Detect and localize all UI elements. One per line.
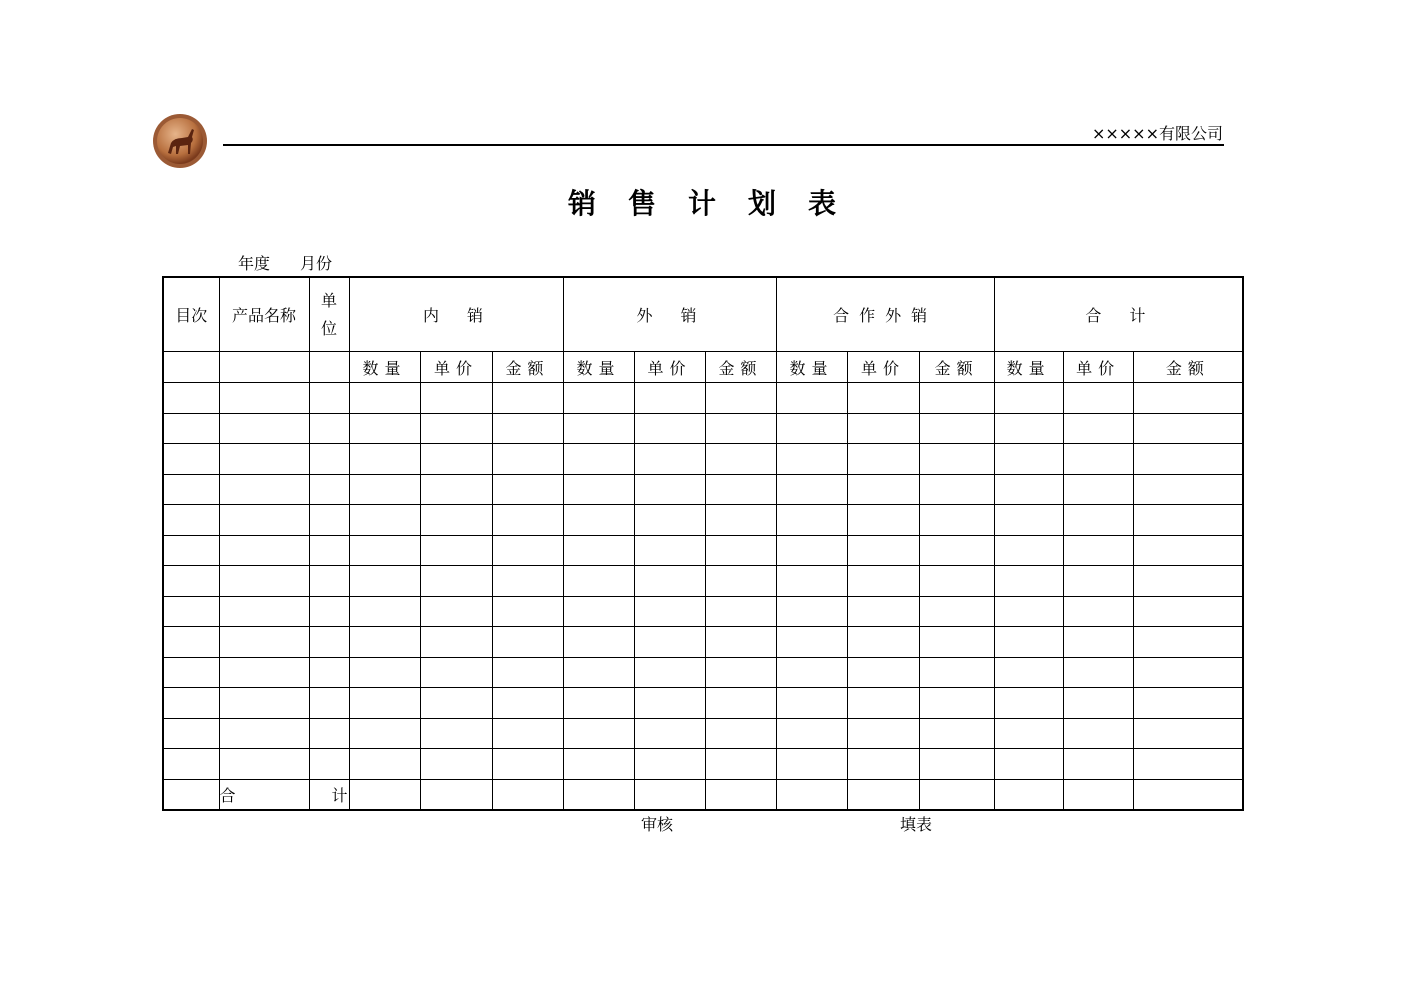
table-cell[interactable] [219, 688, 309, 719]
table-cell[interactable] [420, 779, 492, 810]
table-cell[interactable] [1133, 474, 1243, 505]
table-cell[interactable] [349, 535, 420, 566]
table-cell[interactable] [163, 505, 219, 536]
table-cell[interactable] [492, 627, 563, 658]
table-cell[interactable] [492, 566, 563, 597]
table-cell[interactable] [705, 749, 776, 780]
table-cell[interactable] [634, 505, 705, 536]
sub-header-quantity: 数量 [563, 352, 634, 383]
table-row [163, 657, 1243, 688]
page-title: 销售计划表 [567, 187, 868, 220]
table-cell[interactable] [919, 413, 994, 444]
table-cell[interactable] [1133, 596, 1243, 627]
col-header-product: 产品名称 [219, 277, 309, 352]
table-cell[interactable] [163, 657, 219, 688]
sub-header-price: 单价 [420, 352, 492, 383]
table-cell[interactable] [1133, 383, 1243, 414]
table-cell[interactable] [163, 474, 219, 505]
table-cell[interactable] [563, 657, 634, 688]
table-cell[interactable] [1063, 596, 1133, 627]
table-cell[interactable] [919, 749, 994, 780]
table-cell[interactable] [847, 688, 919, 719]
table-cell[interactable] [1133, 718, 1243, 749]
table-cell[interactable] [163, 688, 219, 719]
table-row [163, 596, 1243, 627]
table-row [163, 749, 1243, 780]
table-cell[interactable] [349, 413, 420, 444]
table-cell[interactable] [776, 779, 847, 810]
table-cell[interactable] [492, 444, 563, 475]
table-cell[interactable] [847, 535, 919, 566]
table-cell[interactable] [563, 444, 634, 475]
table-cell[interactable] [847, 474, 919, 505]
table-cell[interactable] [705, 444, 776, 475]
header-row-2 [163, 352, 1243, 383]
table-cell[interactable] [563, 413, 634, 444]
table-cell[interactable] [919, 779, 994, 810]
table-cell[interactable] [219, 627, 309, 658]
table-cell[interactable] [847, 383, 919, 414]
table-row [163, 718, 1243, 749]
table-cell[interactable] [847, 657, 919, 688]
table-cell[interactable] [919, 566, 994, 597]
table-cell[interactable] [563, 779, 634, 810]
table-cell[interactable] [163, 413, 219, 444]
sub-header-quantity: 数量 [994, 352, 1063, 383]
table-row [163, 688, 1243, 719]
table-cell[interactable] [847, 596, 919, 627]
sub-header-price: 单价 [1063, 352, 1133, 383]
table-cell[interactable] [1063, 535, 1133, 566]
table-cell[interactable] [563, 718, 634, 749]
table-cell[interactable] [919, 657, 994, 688]
table-cell[interactable] [420, 383, 492, 414]
total-row [163, 779, 1243, 810]
table-cell[interactable] [349, 383, 420, 414]
table-cell[interactable] [634, 413, 705, 444]
table-cell[interactable] [919, 718, 994, 749]
table-cell[interactable] [219, 474, 309, 505]
table-cell[interactable] [219, 718, 309, 749]
table-cell[interactable] [163, 383, 219, 414]
table-cell[interactable] [776, 657, 847, 688]
table-cell[interactable] [563, 627, 634, 658]
sub-header-price: 单价 [847, 352, 919, 383]
table-cell[interactable] [705, 474, 776, 505]
table-cell[interactable] [776, 505, 847, 536]
table-cell[interactable] [163, 627, 219, 658]
table-cell[interactable] [1063, 749, 1133, 780]
table-cell[interactable] [776, 383, 847, 414]
table-cell[interactable] [1063, 688, 1133, 719]
table-cell[interactable] [309, 505, 349, 536]
table-cell[interactable] [994, 596, 1063, 627]
table-cell[interactable] [634, 444, 705, 475]
table-cell[interactable] [705, 535, 776, 566]
table-cell[interactable] [1133, 566, 1243, 597]
table-cell[interactable] [994, 688, 1063, 719]
table-cell[interactable] [776, 566, 847, 597]
table-cell[interactable] [847, 718, 919, 749]
table-cell[interactable] [919, 596, 994, 627]
table-cell[interactable] [1063, 383, 1133, 414]
table-cell[interactable] [634, 688, 705, 719]
table-cell[interactable] [309, 474, 349, 505]
table-cell[interactable] [776, 688, 847, 719]
table-cell[interactable] [1133, 627, 1243, 658]
table-cell[interactable] [163, 444, 219, 475]
table-cell[interactable] [219, 505, 309, 536]
table-cell[interactable] [776, 535, 847, 566]
company-name: ×××××有限公司 [1091, 124, 1223, 143]
table-cell[interactable] [847, 779, 919, 810]
table-cell[interactable] [492, 657, 563, 688]
table-cell[interactable] [563, 505, 634, 536]
table-row [163, 474, 1243, 505]
table-cell[interactable] [219, 535, 309, 566]
table-cell[interactable] [994, 627, 1063, 658]
year-label: 年度 [238, 254, 271, 273]
table-row [163, 444, 1243, 475]
table-cell[interactable] [634, 566, 705, 597]
table-cell[interactable] [492, 688, 563, 719]
empty-cell [219, 352, 309, 383]
sub-header-amount: 金额 [705, 352, 776, 383]
table-cell[interactable] [349, 566, 420, 597]
table-cell[interactable] [563, 383, 634, 414]
table-cell[interactable] [1133, 688, 1243, 719]
table-cell[interactable] [492, 535, 563, 566]
table-cell[interactable] [492, 413, 563, 444]
table-cell[interactable] [349, 596, 420, 627]
table-cell[interactable] [994, 413, 1063, 444]
table-cell[interactable] [163, 566, 219, 597]
table-cell[interactable] [847, 749, 919, 780]
table-cell[interactable] [847, 413, 919, 444]
sub-header-amount: 金额 [492, 352, 563, 383]
table-cell[interactable] [309, 596, 349, 627]
table-cell[interactable] [994, 383, 1063, 414]
table-cell[interactable] [1063, 566, 1133, 597]
table-cell[interactable] [994, 505, 1063, 536]
table-cell[interactable] [634, 657, 705, 688]
col-header-unit [309, 277, 349, 352]
table-cell[interactable] [219, 383, 309, 414]
table-cell[interactable] [776, 413, 847, 444]
table-row [163, 383, 1243, 414]
unit-line-2: 位 [320, 318, 337, 338]
table-cell[interactable] [634, 535, 705, 566]
sales-plan-table [162, 276, 1244, 811]
table-cell[interactable] [1133, 749, 1243, 780]
table-cell[interactable] [492, 505, 563, 536]
table-cell[interactable] [349, 627, 420, 658]
table-cell[interactable] [1133, 657, 1243, 688]
table-cell[interactable] [634, 718, 705, 749]
table-cell[interactable] [634, 627, 705, 658]
group-header-export: 外 销 [563, 277, 776, 352]
table-cell[interactable] [705, 657, 776, 688]
table-cell[interactable] [420, 505, 492, 536]
table-cell[interactable] [776, 444, 847, 475]
table-cell[interactable] [705, 383, 776, 414]
table-cell[interactable] [634, 596, 705, 627]
table-cell[interactable] [1063, 474, 1133, 505]
table-cell[interactable] [563, 749, 634, 780]
table-cell[interactable] [219, 749, 309, 780]
table-cell[interactable] [994, 566, 1063, 597]
table-cell[interactable] [420, 718, 492, 749]
table-cell[interactable] [847, 444, 919, 475]
table-cell[interactable] [563, 688, 634, 719]
fill-label: 填表 [900, 815, 933, 834]
table-cell[interactable] [705, 596, 776, 627]
table-cell[interactable] [349, 505, 420, 536]
table-cell[interactable] [349, 444, 420, 475]
table-cell[interactable] [563, 566, 634, 597]
table-cell[interactable] [705, 566, 776, 597]
table-cell[interactable] [309, 657, 349, 688]
table-row [163, 627, 1243, 658]
table-cell[interactable] [1133, 444, 1243, 475]
table-cell[interactable] [847, 627, 919, 658]
table-cell[interactable] [309, 688, 349, 719]
unit-line-1: 单 [320, 290, 337, 310]
table-cell[interactable] [492, 383, 563, 414]
table-cell[interactable] [420, 413, 492, 444]
table-cell[interactable] [994, 535, 1063, 566]
table-cell[interactable] [163, 535, 219, 566]
table-cell[interactable] [563, 474, 634, 505]
table-cell[interactable] [420, 535, 492, 566]
table-cell[interactable] [163, 779, 219, 810]
table-cell[interactable] [309, 749, 349, 780]
table-cell[interactable] [1133, 505, 1243, 536]
table-cell[interactable] [1063, 779, 1133, 810]
table-cell[interactable] [492, 596, 563, 627]
table-cell[interactable] [994, 718, 1063, 749]
table-cell[interactable] [1063, 718, 1133, 749]
table-cell[interactable] [219, 413, 309, 444]
header-rule [223, 144, 1224, 146]
sub-header-price: 单价 [634, 352, 705, 383]
group-header-domestic: 内 销 [349, 277, 563, 352]
table-cell[interactable] [492, 779, 563, 810]
table-cell[interactable] [309, 566, 349, 597]
sub-header-quantity: 数量 [349, 352, 420, 383]
col-header-index: 目次 [163, 277, 219, 352]
table-cell[interactable] [1063, 413, 1133, 444]
group-header-total: 合 计 [994, 277, 1243, 352]
table-cell[interactable] [705, 688, 776, 719]
table-cell[interactable] [776, 718, 847, 749]
table-cell[interactable] [492, 474, 563, 505]
audit-label: 审核 [641, 815, 674, 834]
table-cell[interactable] [420, 688, 492, 719]
table-row [163, 505, 1243, 536]
table-cell[interactable] [994, 657, 1063, 688]
table-row [163, 413, 1243, 444]
table-cell[interactable] [705, 505, 776, 536]
table-cell[interactable] [1063, 444, 1133, 475]
table-cell[interactable] [919, 688, 994, 719]
table-cell[interactable] [776, 596, 847, 627]
table-cell[interactable] [219, 566, 309, 597]
table-cell[interactable] [919, 383, 994, 414]
table-cell[interactable] [919, 444, 994, 475]
table-cell[interactable] [492, 718, 563, 749]
table-cell[interactable] [163, 596, 219, 627]
table-cell[interactable] [349, 688, 420, 719]
table-cell[interactable] [994, 474, 1063, 505]
header-row-1 [163, 277, 1243, 352]
table-row [163, 566, 1243, 597]
table-cell[interactable] [420, 444, 492, 475]
table-cell[interactable] [309, 383, 349, 414]
table-cell[interactable] [1063, 657, 1133, 688]
table-row [163, 535, 1243, 566]
table-cell[interactable] [705, 413, 776, 444]
table-cell[interactable] [1133, 413, 1243, 444]
table-cell[interactable] [309, 627, 349, 658]
table-cell[interactable] [705, 627, 776, 658]
sub-header-quantity: 数量 [776, 352, 847, 383]
table-cell[interactable] [776, 627, 847, 658]
table-cell[interactable] [420, 566, 492, 597]
table-cell[interactable] [309, 718, 349, 749]
empty-cell [163, 352, 219, 383]
table-cell[interactable] [349, 718, 420, 749]
table-cell[interactable] [1063, 627, 1133, 658]
table-cell[interactable] [219, 596, 309, 627]
table-cell[interactable] [563, 535, 634, 566]
table-cell[interactable] [705, 779, 776, 810]
table-cell[interactable] [634, 779, 705, 810]
table-cell[interactable] [309, 535, 349, 566]
table-cell[interactable] [847, 566, 919, 597]
table-cell[interactable] [420, 749, 492, 780]
table-cell[interactable] [219, 657, 309, 688]
table-cell[interactable] [994, 779, 1063, 810]
table-cell[interactable] [219, 444, 309, 475]
table-cell[interactable] [420, 627, 492, 658]
table-cell[interactable] [634, 383, 705, 414]
table-cell[interactable] [705, 718, 776, 749]
total-row-label: 合 计 [219, 779, 309, 810]
table-cell[interactable] [919, 627, 994, 658]
table-cell[interactable] [994, 444, 1063, 475]
table-cell[interactable] [919, 474, 994, 505]
table-cell[interactable] [163, 749, 219, 780]
sub-header-amount: 金额 [1133, 352, 1243, 383]
table-cell[interactable] [420, 474, 492, 505]
table-cell[interactable] [349, 749, 420, 780]
table-cell[interactable] [919, 535, 994, 566]
table-cell[interactable] [309, 444, 349, 475]
company-logo-icon [152, 113, 208, 169]
table-cell[interactable] [1133, 535, 1243, 566]
table-cell[interactable] [634, 749, 705, 780]
table-cell[interactable] [349, 474, 420, 505]
table-cell[interactable] [492, 749, 563, 780]
group-header-joint-export: 合作外销 [776, 277, 994, 352]
table-cell[interactable] [1133, 779, 1243, 810]
month-label: 月份 [300, 254, 333, 273]
table-cell[interactable] [919, 505, 994, 536]
table-cell[interactable] [563, 596, 634, 627]
table-cell[interactable] [420, 596, 492, 627]
table-cell[interactable] [776, 749, 847, 780]
empty-cell [309, 352, 349, 383]
table-cell[interactable] [163, 718, 219, 749]
table-cell[interactable] [634, 474, 705, 505]
table-cell[interactable] [776, 474, 847, 505]
sub-header-amount: 金额 [919, 352, 994, 383]
table-cell[interactable] [994, 749, 1063, 780]
table-cell[interactable] [349, 657, 420, 688]
table-cell[interactable] [847, 505, 919, 536]
table-cell[interactable] [309, 413, 349, 444]
table-cell[interactable] [1063, 505, 1133, 536]
table-cell[interactable] [420, 657, 492, 688]
